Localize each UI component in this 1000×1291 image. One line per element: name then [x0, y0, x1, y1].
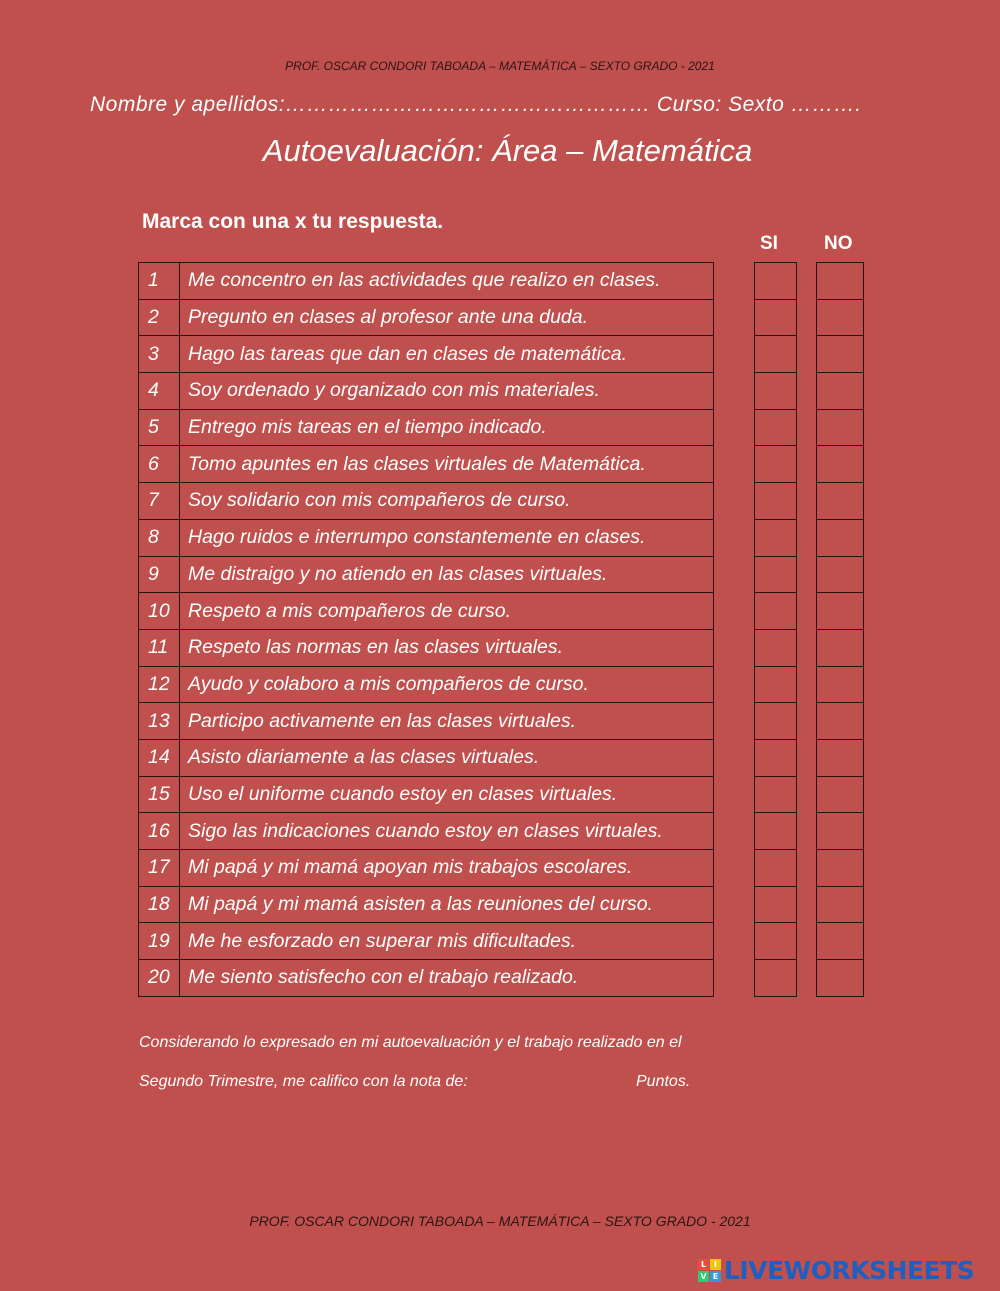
- question-number: 12: [139, 666, 180, 703]
- question-number: 2: [139, 299, 180, 336]
- question-row: [139, 960, 714, 997]
- no-checkbox-6[interactable]: [817, 446, 864, 483]
- no-checkbox-15[interactable]: [817, 776, 864, 813]
- no-checkbox-8[interactable]: [817, 519, 864, 556]
- no-checkbox-3[interactable]: [817, 336, 864, 373]
- question-row: [139, 446, 714, 483]
- si-checkbox-12[interactable]: [755, 666, 797, 703]
- no-checkbox-column: [816, 262, 864, 997]
- no-checkbox-17[interactable]: [817, 850, 864, 887]
- si-checkbox-19[interactable]: [755, 923, 797, 960]
- question-number: 1: [139, 263, 180, 300]
- question-text: Asisto diariamente a las clases virtuales.: [180, 739, 714, 776]
- puntos-label: Puntos.: [636, 1073, 691, 1090]
- question-number: 3: [139, 336, 180, 373]
- logo-letter-block: E: [710, 1271, 721, 1282]
- page-title: Autoevaluación: Área – Matemática: [262, 133, 753, 168]
- si-checkbox-8[interactable]: [755, 519, 797, 556]
- si-checkbox-13[interactable]: [755, 703, 797, 740]
- question-text: Entrego mis tareas en el tiempo indicado.: [180, 409, 714, 446]
- si-checkbox-20[interactable]: [755, 960, 797, 997]
- logo-letter-block: I: [710, 1259, 721, 1270]
- no-checkbox-14[interactable]: [817, 739, 864, 776]
- question-number: 16: [139, 813, 180, 850]
- si-checkbox-5[interactable]: [755, 409, 797, 446]
- no-checkbox-4[interactable]: [817, 373, 864, 410]
- question-text: Uso el uniforme cuando estoy en clases virtuales.: [180, 776, 714, 813]
- question-text: Me siento satisfecho con el trabajo realizado.: [180, 960, 714, 997]
- footer-line: PROF. OSCAR CONDORI TABOADA – MATEMÁTICA – SEXTO GRADO - 2021: [249, 1213, 751, 1229]
- question-text: Mi papá y mi mamá apoyan mis trabajos escolares.: [180, 850, 714, 887]
- question-row: [139, 409, 714, 446]
- question-row: [139, 483, 714, 520]
- question-text: Respeto las normas en las clases virtuales.: [180, 629, 714, 666]
- si-checkbox-4[interactable]: [755, 373, 797, 410]
- question-text: Me distraigo y no atiendo en las clases virtuales.: [180, 556, 714, 593]
- si-checkbox-3[interactable]: [755, 336, 797, 373]
- question-row: [139, 923, 714, 960]
- question-number: 18: [139, 886, 180, 923]
- question-row: [139, 263, 714, 300]
- logo-letter-block: L: [698, 1259, 709, 1270]
- si-checkbox-7[interactable]: [755, 483, 797, 520]
- question-number: 19: [139, 923, 180, 960]
- question-row: [139, 556, 714, 593]
- no-checkbox-9[interactable]: [817, 556, 864, 593]
- question-number: 14: [139, 739, 180, 776]
- name-course-line: Nombre y apellidos:…………………………………………… Curso: Sexto ……….: [90, 93, 862, 116]
- question-text: Me he esforzado en superar mis dificultades.: [180, 923, 714, 960]
- si-checkbox-6[interactable]: [755, 446, 797, 483]
- question-number: 13: [139, 703, 180, 740]
- question-text: Hago ruidos e interrumpo constantemente en clases.: [180, 519, 714, 556]
- si-checkbox-17[interactable]: [755, 850, 797, 887]
- question-number: 10: [139, 593, 180, 630]
- question-number: 11: [139, 629, 180, 666]
- question-number: 5: [139, 409, 180, 446]
- liveworksheets-logo: [698, 1254, 994, 1286]
- si-checkbox-10[interactable]: [755, 593, 797, 630]
- question-text: Soy solidario con mis compañeros de curso.: [180, 483, 714, 520]
- no-checkbox-20[interactable]: [817, 960, 864, 997]
- question-row: [139, 739, 714, 776]
- column-header-si: SI: [760, 233, 778, 254]
- no-checkbox-10[interactable]: [817, 593, 864, 630]
- instruction-text: Marca con una x tu respuesta.: [142, 210, 444, 233]
- no-checkbox-5[interactable]: [817, 409, 864, 446]
- no-checkbox-1[interactable]: [817, 263, 864, 300]
- si-checkbox-2[interactable]: [755, 299, 797, 336]
- question-row: [139, 373, 714, 410]
- question-row: [139, 813, 714, 850]
- question-number: 20: [139, 960, 180, 997]
- no-checkbox-18[interactable]: [817, 886, 864, 923]
- logo-icon: [698, 1259, 721, 1282]
- question-row: [139, 666, 714, 703]
- question-text: Pregunto en clases al profesor ante una duda.: [180, 299, 714, 336]
- si-checkbox-15[interactable]: [755, 776, 797, 813]
- si-checkbox-14[interactable]: [755, 739, 797, 776]
- question-row: [139, 703, 714, 740]
- brand-name: LIVEWORKSHEETS: [724, 1255, 975, 1285]
- question-text: Tomo apuntes en las clases virtuales de Matemática.: [180, 446, 714, 483]
- question-text: Hago las tareas que dan en clases de matemática.: [180, 336, 714, 373]
- question-text: Sigo las indicaciones cuando estoy en clases virtuales.: [180, 813, 714, 850]
- question-number: 6: [139, 446, 180, 483]
- header-top-line: PROF. OSCAR CONDORI TABOADA – MATEMÁTICA – SEXTO GRADO - 2021: [285, 59, 715, 73]
- question-text: Participo activamente en las clases virtuales.: [180, 703, 714, 740]
- question-number: 4: [139, 373, 180, 410]
- question-row: [139, 519, 714, 556]
- no-checkbox-16[interactable]: [817, 813, 864, 850]
- closing-text-line2: Segundo Trimestre, me califico con la nota de:: [139, 1073, 468, 1090]
- no-checkbox-11[interactable]: [817, 629, 864, 666]
- question-row: [139, 629, 714, 666]
- questions-table: [138, 262, 714, 997]
- si-checkbox-column: [754, 262, 797, 997]
- question-row: [139, 776, 714, 813]
- no-checkbox-7[interactable]: [817, 483, 864, 520]
- no-checkbox-13[interactable]: [817, 703, 864, 740]
- question-number: 9: [139, 556, 180, 593]
- question-text: Soy ordenado y organizado con mis materiales.: [180, 373, 714, 410]
- si-checkbox-9[interactable]: [755, 556, 797, 593]
- question-text: Respeto a mis compañeros de curso.: [180, 593, 714, 630]
- question-row: [139, 850, 714, 887]
- no-checkbox-12[interactable]: [817, 666, 864, 703]
- question-row: [139, 886, 714, 923]
- question-row: [139, 336, 714, 373]
- si-checkbox-11[interactable]: [755, 629, 797, 666]
- no-checkbox-2[interactable]: [817, 299, 864, 336]
- si-checkbox-18[interactable]: [755, 886, 797, 923]
- question-row: [139, 299, 714, 336]
- question-text: Mi papá y mi mamá asisten a las reuniones del curso.: [180, 886, 714, 923]
- logo-letter-block: V: [698, 1271, 709, 1282]
- question-text: Me concentro en las actividades que realizo en clases.: [180, 263, 714, 300]
- question-row: [139, 593, 714, 630]
- closing-text-line1: Considerando lo expresado en mi autoevaluación y el trabajo realizado en el: [139, 1034, 682, 1051]
- question-number: 7: [139, 483, 180, 520]
- si-checkbox-1[interactable]: [755, 263, 797, 300]
- si-checkbox-16[interactable]: [755, 813, 797, 850]
- question-number: 15: [139, 776, 180, 813]
- no-checkbox-19[interactable]: [817, 923, 864, 960]
- question-text: Ayudo y colaboro a mis compañeros de curso.: [180, 666, 714, 703]
- question-number: 8: [139, 519, 180, 556]
- column-header-no: NO: [824, 233, 853, 254]
- question-number: 17: [139, 850, 180, 887]
